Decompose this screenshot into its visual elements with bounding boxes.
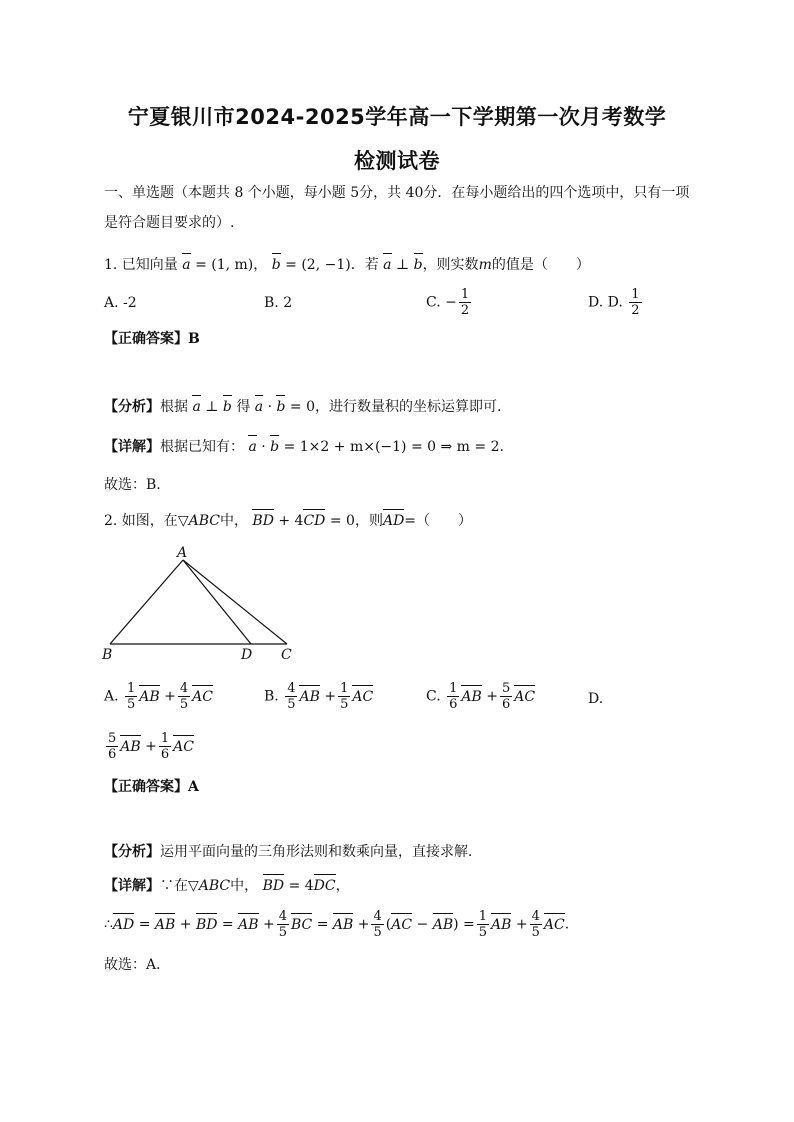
numerator: 1 — [460, 287, 470, 302]
denominator: 6 — [449, 697, 458, 712]
q1-analysis-prefix: 根据 — [160, 399, 188, 415]
fraction — [285, 681, 297, 712]
fraction — [178, 681, 190, 712]
vector-a: a — [248, 439, 257, 455]
side-ab — [110, 560, 183, 644]
vector-ac: AC — [391, 916, 413, 933]
q1-m: m — [478, 257, 492, 273]
vector-a: a — [182, 257, 191, 273]
numerator: 5 — [502, 681, 511, 696]
fraction — [629, 287, 641, 318]
option-label: B. — [264, 688, 279, 705]
q1-option-d-label: D. — [588, 294, 608, 311]
section-heading: 一、单选题（本题共 8 个小题，每小题 5分，共 40分．在每小题给出的四个选项中，只有一项 — [104, 185, 690, 201]
vector-b: b — [270, 439, 280, 455]
numerator: 1 — [160, 731, 170, 746]
q1-option-c-label: C. − — [426, 294, 457, 311]
vector-ab: AB — [238, 916, 259, 933]
option-label: A. — [104, 688, 119, 705]
q2-answer: 【正确答案】A — [104, 779, 199, 795]
vector-b: b — [276, 399, 286, 415]
q2-stem-zero: = 0 — [329, 513, 355, 529]
label-b: B — [102, 647, 113, 663]
denominator: 5 — [127, 697, 136, 712]
fraction — [447, 681, 459, 712]
q2-option-b: B. $\frac{4}{5}$ AB + $\frac{1}{5}$ AC — [264, 681, 374, 712]
vector-ab: AB — [139, 688, 160, 705]
triangle-figure — [100, 543, 300, 663]
vector-ab: AB — [461, 688, 482, 705]
q2-derivation: ∴AD = AB + BD = AB + $\frac{4}{5}$ BC = AB + $\frac{4}{5}$ (AC − AB) = $\frac{1}{5}$ AB + $\frac{4}{5}$ AC. — [104, 909, 570, 940]
fraction — [159, 731, 171, 762]
segment-ad — [183, 560, 251, 644]
q1-option-d: D. D. $\frac{1}{2}$ — [588, 287, 640, 318]
q1-analysis-eq: = 0 — [289, 399, 315, 415]
denominator: 5 — [287, 697, 296, 712]
vector-b: b — [222, 399, 232, 415]
q2-stem-end: =（ ） — [404, 513, 473, 529]
section-heading-cont: 是符合题目要求的）. — [104, 215, 235, 231]
vector-b: b — [271, 257, 281, 273]
q2-option-d-label: D. — [588, 691, 604, 707]
q1-stem-prefix: 1. 已知向量 — [104, 257, 178, 273]
vector-ac: AC — [192, 688, 213, 705]
page-title: 宁夏银川市2024-2025学年高一下学期第一次月考数学 — [127, 105, 667, 129]
numerator: 4 — [278, 909, 287, 924]
vector-a: a — [254, 399, 264, 415]
numerator: 4 — [531, 909, 540, 924]
vector-ad: AD — [382, 513, 405, 529]
q2-stem-mid: 中， — [219, 513, 248, 529]
q1-b-eq: = (2, −1) — [285, 257, 351, 273]
q1-stem-end: ，则实数 — [422, 257, 479, 273]
q1-analysis: 【分析】根据 a ⊥ b 得 a · b = 0，进行数量积的坐标运算即可. — [104, 399, 502, 415]
numerator: 4 — [373, 909, 382, 924]
numerator: 1 — [449, 681, 458, 696]
vector-ab: AB — [332, 916, 354, 933]
vector-ab: AB — [299, 688, 320, 705]
q1-detail: 【详解】根据已知有： a · b = 1×2 + m×(−1) = 0 ⇒ m = 2. — [104, 439, 504, 455]
fraction — [125, 681, 137, 712]
q2-stem — [104, 511, 472, 531]
fraction — [500, 681, 512, 712]
q1-analysis-tail: ，进行数量积的坐标运算即可. — [315, 399, 502, 415]
q2-detail-triangle: ▽ABC — [188, 878, 231, 894]
fraction — [530, 909, 542, 940]
option-label: C. — [426, 688, 441, 705]
detail-label: 【详解】 — [104, 878, 160, 894]
numerator: 1 — [478, 909, 488, 924]
numerator: 1 — [127, 681, 136, 696]
detail-label: 【详解】 — [104, 439, 160, 455]
q2-option-c: C. $\frac{1}{6}$ AB + $\frac{5}{6}$ AC — [426, 681, 536, 712]
fraction — [277, 909, 289, 940]
q1-conclusion: 故选：B. — [104, 477, 161, 493]
q1-stem: 1. 已知向量 a = (1, m)， b = (2, −1)．若 a ⊥ b，则实数m的值是（ ） — [104, 257, 590, 273]
denominator: 5 — [179, 697, 189, 712]
q2-stem-eq: + 4 — [278, 513, 304, 529]
q1-analysis-mid: 得 — [236, 399, 251, 415]
numerator: 1 — [631, 287, 640, 302]
denominator: 2 — [460, 303, 470, 318]
vector-ab: AB — [120, 738, 141, 755]
q1-answer: 【正确答案】B — [104, 331, 200, 347]
side-ac — [183, 560, 287, 644]
vector-ab: AB — [432, 916, 454, 933]
denominator: 5 — [373, 925, 382, 940]
denominator: 5 — [340, 697, 349, 712]
q2-conclusion: 故选：A． — [104, 957, 171, 973]
label-c: C — [281, 647, 292, 663]
q1-option-a: A. -2 — [104, 295, 137, 311]
vector-cd: CD — [303, 513, 326, 529]
fraction — [371, 909, 383, 940]
q2-detail-prefix: ∵在 — [160, 878, 188, 894]
vector-bd: BD — [195, 916, 218, 933]
fraction — [459, 287, 471, 318]
vector-bd: BD — [262, 878, 285, 894]
analysis-label: 【分析】 — [104, 844, 160, 860]
numerator: 4 — [179, 681, 189, 696]
q2-stem-then: ，则 — [354, 513, 383, 529]
vector-bd: BD — [252, 513, 274, 529]
vector-ad: AD — [112, 916, 135, 933]
numerator: 1 — [340, 681, 349, 696]
denominator: 6 — [502, 697, 511, 712]
q2-analysis-text: 运用平面向量的三角形法则和数乘向量，直接求解． — [160, 844, 482, 860]
q2-analysis — [104, 842, 482, 862]
vector-bc: BC — [290, 916, 313, 933]
vector-ac: AC — [173, 738, 194, 755]
q2-option-d: $\frac{5}{6}$ AB + $\frac{1}{6}$ AC — [108, 731, 194, 762]
therefore-symbol: ∴ — [104, 916, 113, 933]
q1-option-c — [426, 287, 473, 318]
fraction — [106, 731, 118, 762]
q2-detail-mid: 中， — [230, 878, 259, 894]
denominator: 6 — [160, 747, 170, 762]
label-a: A — [177, 545, 188, 561]
q1-detail-eq: = 1×2 + m×(−1) = 0 ⇒ m = 2. — [283, 439, 504, 455]
page-subtitle: 检测试卷 — [354, 149, 440, 173]
label-d: D — [241, 647, 253, 663]
vector-ab: AB — [154, 916, 176, 933]
fraction — [477, 909, 489, 940]
denominator: 5 — [278, 925, 287, 940]
q2-detail-eq: = 4 — [288, 878, 314, 894]
vector-ac: AC — [543, 916, 565, 933]
vector-dc: DC — [313, 878, 336, 894]
q1-stem-mid: ．若 — [350, 257, 379, 273]
vector-ac: AC — [352, 688, 374, 705]
numerator: 5 — [108, 731, 117, 746]
denominator: 6 — [108, 747, 117, 762]
q1-detail-prefix: 根据已知有： — [160, 439, 244, 455]
vector-ac: AC — [514, 688, 536, 705]
q1-a-eq: = (1, m) — [195, 257, 254, 273]
vector-ab: AB — [491, 916, 512, 933]
q2-detail: 【详解】∵在▽ABC中， BD = 4DC， — [104, 878, 350, 894]
fraction — [338, 681, 350, 712]
q1-stem-tail: 的值是（ ） — [491, 257, 590, 273]
numerator: 4 — [287, 681, 296, 696]
vector-a: a — [192, 399, 201, 415]
denominator: 5 — [531, 925, 540, 940]
vector-b: b — [413, 257, 423, 273]
denominator: 5 — [478, 925, 488, 940]
vector-a: a — [383, 257, 392, 273]
denominator: 2 — [631, 303, 640, 318]
analysis-label: 【分析】 — [104, 399, 160, 415]
q2-triangle: ▽ABC — [177, 513, 220, 529]
q2-option-a: A. $\frac{1}{5}$ AB + $\frac{4}{5}$ AC — [104, 681, 213, 712]
q2-stem-prefix: 2. 如图，在 — [104, 513, 178, 529]
q1-option-b: B. 2 — [264, 295, 293, 311]
